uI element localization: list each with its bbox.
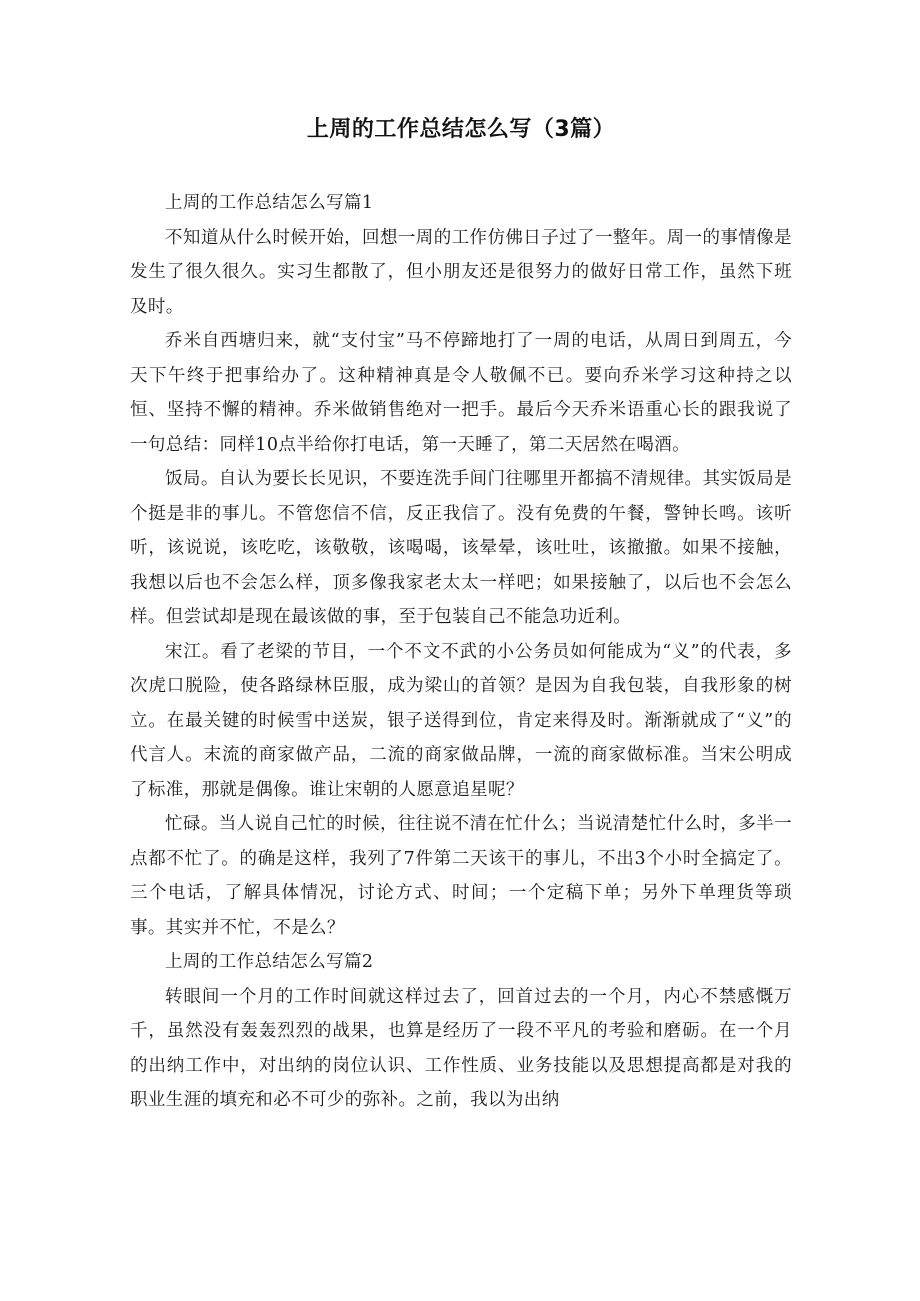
paragraph: 饭局。自认为要长长见识，不要连洗手间门往哪里开都搞不清规律。其实饭局是个挺是非的事儿。不管您信不信，反正我信了。没有免费的午餐，警钟长鸣。该听听，该说说，该吃吃，该敬敬，该喝喝，该晕晕，该吐吐，该撤撤。如果不接触，我想以后也不会怎么样，顶多像我家老太太一样吧；如果接触了，以后也不会怎么样。但尝试却是现在最该做的事，至于包装自己不能急功近利。 (130, 469, 792, 627)
paragraph: 乔米自西塘归来，就“支付宝”马不停蹄地打了一周的电话，从周日到周五，今天下午终于把事给办了。这种精神真是令人敬佩不已。要向乔米学习这种持之以恒、坚持不懈的精神。乔米做销售绝对一把手。最后今天乔米语重心长的跟我说了一句总结：同样10点半给你打电话，第一天睡了，第二天居然在喝酒。 (130, 331, 792, 455)
section-heading-2: 上周的工作总结怎么写篇2 (165, 952, 374, 972)
document-title: 上周的工作总结怎么写（3篇） (306, 117, 616, 142)
section-heading-1: 上周的工作总结怎么写篇1 (165, 193, 374, 213)
paragraph: 转眼间一个月的工作时间就这样过去了，回首过去的一个月，内心不禁感慨万千，虽然没有轰轰烈烈的战果，也算是经历了一段不平凡的考验和磨砺。在一个月的出纳工作中，对出纳的岗位认识、工作性质、业务技能以及思想提高都是对我的职业生涯的填充和必不可少的弥补。之前，我以为出纳 (130, 986, 792, 1110)
document-body (130, 186, 792, 1118)
paragraph: 不知道从什么时候开始，回想一周的工作仿佛日子过了一整年。周一的事情像是发生了很久很久。实习生都散了，但小朋友还是很努力的做好日常工作，虽然下班及时。 (130, 227, 792, 317)
paragraph: 宋江。看了老梁的节目，一个不文不武的小公务员如何能成为“义”的代表，多次虎口脱险，使各路绿林臣服，成为梁山的首领？是因为自我包装，自我形象的树立。在最关键的时候雪中送炭，银子送得到位，肯定来得及时。渐渐就成了“义”的代言人。末流的商家做产品，二流的商家做品牌，一流的商家做标准。当宋公明成了标准，那就是偶像。谁让宋朝的人愿意追星呢？ (130, 641, 792, 800)
paragraph: 忙碌。当人说自己忙的时候，往往说不清在忙什么；当说清楚忙什么时，多半一点都不忙了。的确是这样，我列了7件第二天该干的事儿，不出3个小时全搞定了。三个电话，了解具体情况，讨论方式、时间；一个定稿下单；另外下单理货等琐事。其实并不忙，不是么？ (130, 814, 792, 938)
